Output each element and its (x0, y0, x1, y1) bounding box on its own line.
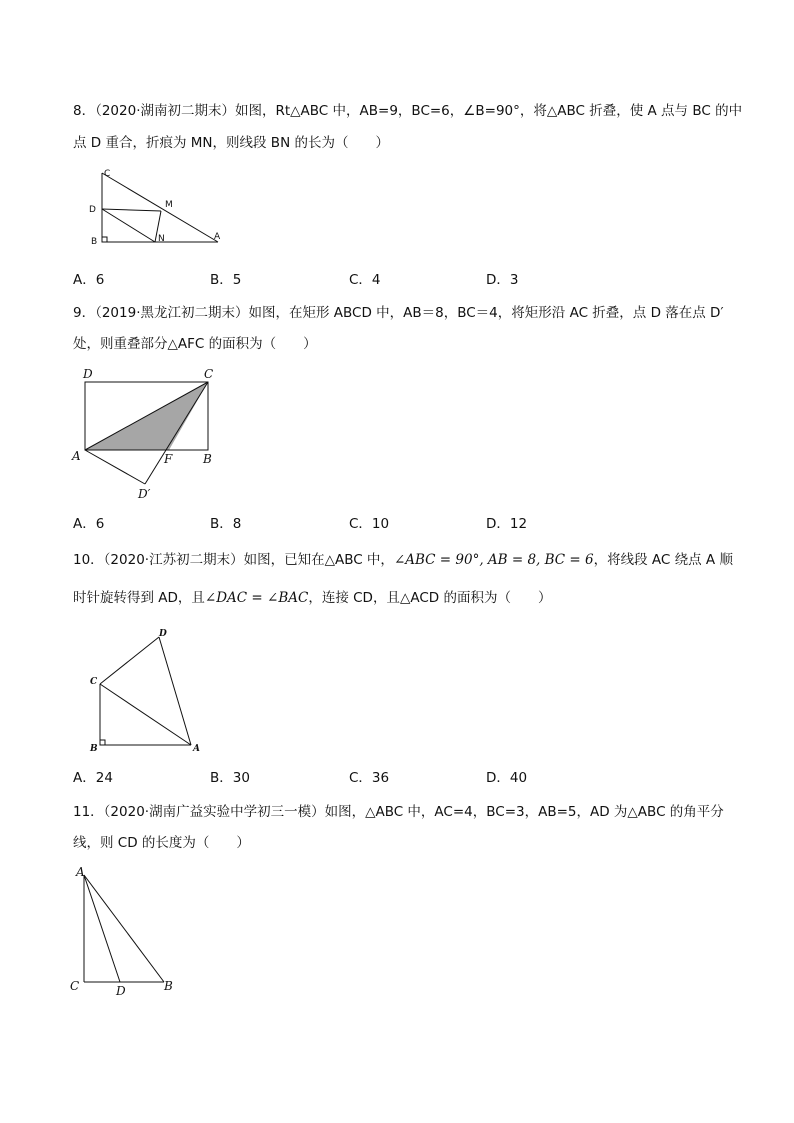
q8-option-c: C．4 (349, 272, 381, 288)
q11-label-b: B (164, 979, 173, 993)
q9-option-c: C．10 (349, 516, 390, 532)
q11-text-line1: 11．（2020·湖南广益实验中学初三一模）如图，△ABC 中，AC=4，BC=3，AB=5，AD 为△ABC 的角平分 (73, 804, 724, 820)
q8-label-m: M (165, 200, 173, 210)
q8-label-n: N (158, 234, 165, 244)
q10-line2-math: ∠DAC = ∠BAC (204, 590, 309, 606)
q10-label-c: C (90, 677, 98, 687)
q9-label-a: A (72, 449, 81, 463)
q9-option-b: B．8 (210, 516, 242, 532)
q9-text-line1: 9．（2019·黑龙江初二期末）如图，在矩形 ABCD 中，AB＝8，BC＝4，将矩形沿 AC 折叠，点 D 落在点 D′ (73, 305, 724, 321)
q10-line1-prefix: 10．（2020·江苏初二期末）如图，已知在△ABC 中， (73, 552, 394, 568)
q11-label-a: A (76, 865, 85, 879)
q9-text-line2: 处，则重叠部分△AFC 的面积为（ ） (73, 336, 317, 352)
q9-label-f: F (164, 452, 173, 466)
q10-text-line2 (73, 588, 551, 608)
q9-option-d: D．12 (486, 516, 528, 532)
q10-line2-suffix: ，连接 CD，且△ACD 的面积为（ ） (308, 590, 552, 606)
q10-option-b: B．30 (210, 770, 250, 786)
q8-label-a: A (214, 232, 221, 242)
q8-figure (85, 165, 235, 250)
q8-text-line2: 点 D 重合，折痕为 MN，则线段 BN 的长为（ ） (73, 135, 389, 151)
q10-option-a: A．24 (73, 770, 113, 786)
q10-text-line1 (73, 550, 733, 570)
q9-label-d: D (83, 367, 93, 381)
q9-figure (70, 362, 230, 507)
q8-option-b: B．5 (210, 272, 242, 288)
q10-line2-prefix: 时针旋转得到 AD，且 (73, 590, 205, 606)
q8-option-a: A．6 (73, 272, 105, 288)
q10-option-c: C．36 (349, 770, 390, 786)
q8-label-c: C (104, 169, 111, 179)
q8-text-line1: 8．（2020·湖南初二期末）如图，Rt△ABC 中，AB=9，BC=6，∠B=90°，将△ABC 折叠，使 A 点与 BC 的中 (73, 103, 743, 119)
q10-label-a: A (193, 744, 200, 754)
q8-label-b: B (91, 237, 98, 247)
q9-label-dprime: D′ (138, 487, 151, 501)
q10-figure (85, 625, 210, 757)
q10-option-d: D．40 (486, 770, 528, 786)
q8-option-d: D．3 (486, 272, 519, 288)
q10-line1-suffix: ，将线段 AC 绕点 A 顺 (593, 552, 733, 568)
q8-label-d: D (89, 205, 96, 215)
q11-label-c: C (70, 979, 80, 993)
q10-label-b: B (90, 744, 98, 754)
q9-option-a: A．6 (73, 516, 105, 532)
q10-label-d: D (159, 629, 167, 639)
q11-figure (66, 862, 186, 997)
q11-text-line2: 线，则 CD 的长度为（ ） (73, 835, 250, 851)
q10-line1-math: ∠ABC = 90°, AB = 8, BC = 6 (393, 552, 594, 568)
q11-label-d: D (116, 984, 126, 997)
q9-label-b: B (203, 452, 212, 466)
q9-label-c: C (204, 367, 214, 381)
